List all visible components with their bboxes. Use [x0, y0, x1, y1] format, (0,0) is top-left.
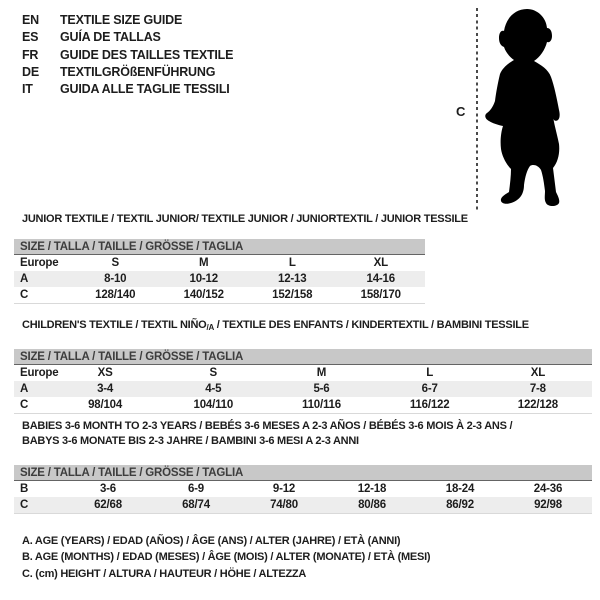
- title-text: BABYS 3-6 MONATE BIS 2-3 JAHRE / BAMBINI 3-6 MESI A 2-3 ANNI: [22, 435, 359, 447]
- size-table: [14, 465, 592, 514]
- size-header-row: [14, 465, 592, 481]
- cell-value: 3-4: [97, 383, 114, 395]
- cell-value: S: [111, 257, 119, 269]
- table-row: [14, 481, 592, 498]
- size-header-band: SIZE / TALLA / TAILLE / GRÖSSE / TAGLIA: [14, 349, 592, 365]
- row-label: A: [20, 273, 29, 285]
- lang-title: TEXTILGRÖßENFÜHRUNG: [60, 64, 216, 79]
- cell-value: 10-12: [189, 273, 218, 285]
- lang-code: EN: [22, 13, 39, 27]
- note-line: B. AGE (MONTHS) / EDAD (MESES) / ÂGE (MOIS) / ALTER (MONATE) / ETÀ (MESI): [22, 551, 431, 564]
- lang-title: GUÍA DE TALLAS: [60, 30, 161, 45]
- section-children: [14, 318, 600, 414]
- cell-value: 8-10: [104, 273, 127, 285]
- cell-value: 6-7: [421, 383, 438, 395]
- subscript-text: /A: [206, 323, 214, 332]
- size-header-band: SIZE / TALLA / TAILLE / GRÖSSE / TAGLIA: [14, 465, 592, 481]
- title-text: / TEXTILE DES ENFANTS / KINDERTEXTIL / BAMBINI TESSILE: [213, 319, 529, 331]
- cell-value: 128/140: [95, 289, 136, 301]
- cell-value: 80/86: [358, 499, 386, 511]
- cell-value: XS: [97, 367, 113, 379]
- cell-value: 74/80: [270, 499, 298, 511]
- cell-value: XL: [373, 257, 388, 269]
- section-babies: [14, 419, 600, 514]
- cell-value: L: [426, 367, 434, 379]
- cell-value: 104/110: [193, 399, 234, 411]
- lang-row: [22, 29, 233, 46]
- cell-value: 152/158: [272, 289, 313, 301]
- row-label: C: [20, 289, 29, 301]
- cell-value: 86/92: [446, 499, 474, 511]
- cell-value: 110/116: [302, 399, 341, 411]
- baby-silhouette-icon: [483, 4, 567, 210]
- section-junior: [14, 212, 600, 304]
- title-text: BABIES 3-6 MONTH TO 2-3 YEARS / BEBÉS 3-6 MESES A 2-3 AÑOS / BÉBÉS 3-6 MOIS À 2-3 ANS /: [22, 420, 513, 432]
- cell-value: M: [316, 367, 327, 379]
- lang-title: GUIDA ALLE TAGLIE TESSILI: [60, 82, 230, 97]
- lang-title: TEXTILE SIZE GUIDE: [60, 13, 183, 27]
- note-line: C. (cm) HEIGHT / ALTURA / HAUTEUR / HÖHE / ALTEZZA: [22, 567, 307, 580]
- cell-value: S: [209, 367, 218, 379]
- section-title: [22, 434, 600, 449]
- cell-value: 116/122: [409, 399, 450, 411]
- section-title: [22, 318, 600, 335]
- cell-value: 122/128: [517, 399, 558, 411]
- cell-value: 6-9: [187, 483, 205, 495]
- row-label: A: [20, 383, 29, 395]
- measure-dotted-line: [476, 8, 478, 212]
- cell-value: 18-24: [445, 483, 475, 495]
- size-table: [14, 349, 592, 414]
- row-label: Europe: [20, 367, 59, 379]
- row-label: B: [20, 483, 29, 495]
- cell-value: 92/98: [534, 499, 562, 511]
- table-row: [14, 381, 592, 397]
- title-text: CHILDREN'S TEXTILE / TEXTIL NIÑO: [22, 319, 207, 331]
- lang-code: FR: [22, 47, 39, 62]
- cell-value: 62/68: [94, 499, 122, 511]
- lang-row: [22, 47, 233, 64]
- section-title: [22, 212, 600, 227]
- size-table: [14, 239, 425, 304]
- row-label: Europe: [20, 257, 59, 269]
- footnotes: [22, 533, 430, 582]
- cell-value: 3-6: [99, 483, 117, 495]
- size-header-row: [14, 239, 425, 255]
- table-row: [14, 255, 425, 272]
- cell-value: 68/74: [182, 499, 210, 511]
- size-header-row: [14, 349, 592, 365]
- section-title: [22, 419, 600, 434]
- table-row: [14, 397, 592, 414]
- cell-value: 158/170: [360, 289, 401, 301]
- cell-value: 9-12: [272, 483, 296, 495]
- row-label: C: [20, 399, 29, 411]
- cell-value: 14-16: [366, 273, 395, 285]
- table-row: [14, 365, 592, 382]
- cell-value: 5-6: [313, 383, 330, 395]
- cell-value: XL: [530, 367, 546, 379]
- cell-value: 4-5: [205, 383, 222, 395]
- title-text: JUNIOR TEXTILE / TEXTIL JUNIOR/ TEXTILE JUNIOR / JUNIORTEXTIL / JUNIOR TESSILE: [22, 213, 468, 225]
- cell-value: 12-18: [357, 483, 387, 495]
- lang-title: GUIDE DES TAILLES TEXTILE: [60, 47, 234, 62]
- lang-row: [22, 81, 233, 98]
- measure-label-c: C: [456, 104, 466, 119]
- language-legend: [22, 12, 233, 98]
- lang-row: [22, 64, 233, 81]
- lang-code: DE: [22, 64, 39, 79]
- cell-value: 7-8: [529, 383, 546, 395]
- table-row: [14, 497, 592, 514]
- lang-code: ES: [22, 30, 39, 45]
- size-header-band: SIZE / TALLA / TAILLE / GRÖSSE / TAGLIA: [14, 239, 425, 255]
- cell-value: 12-13: [278, 273, 307, 285]
- table-row: [14, 287, 425, 304]
- cell-value: 140/152: [183, 289, 224, 301]
- cell-value: 98/104: [88, 399, 123, 411]
- row-label: C: [20, 499, 29, 511]
- lang-row: [22, 12, 233, 29]
- lang-code: IT: [22, 82, 33, 97]
- table-row: [14, 271, 425, 287]
- cell-value: M: [199, 257, 209, 269]
- note-line: A. AGE (YEARS) / EDAD (AÑOS) / ÂGE (ANS) / ALTER (JAHRE) / ETÀ (ANNI): [22, 535, 401, 547]
- cell-value: L: [288, 257, 296, 269]
- cell-value: 24-36: [533, 483, 563, 495]
